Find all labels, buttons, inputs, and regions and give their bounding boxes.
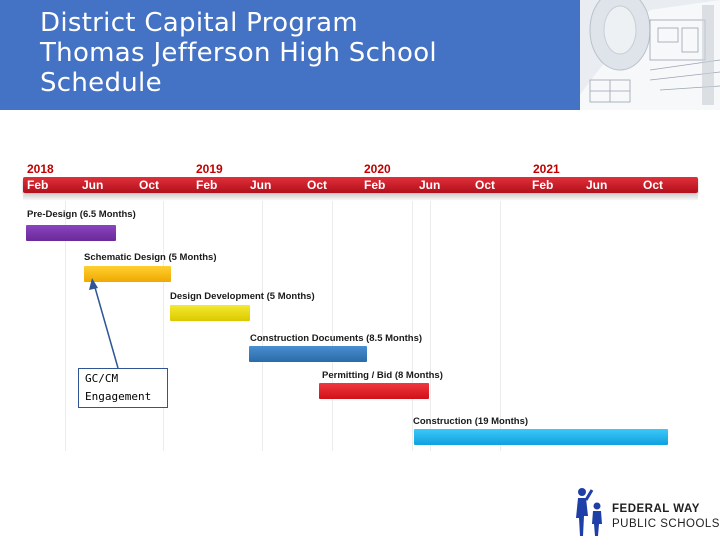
task-bar-design-development bbox=[170, 305, 250, 321]
year-label-2021: 2021 bbox=[533, 162, 560, 176]
federal-way-logo bbox=[570, 486, 720, 538]
gc-cm-engagement-callout bbox=[78, 368, 168, 408]
month-label: Oct bbox=[307, 178, 328, 192]
month-label: Oct bbox=[139, 178, 160, 192]
people-figures-icon bbox=[570, 486, 610, 538]
month-label: Feb bbox=[27, 178, 49, 192]
year-label-2019: 2019 bbox=[196, 162, 223, 176]
blueprint-photo bbox=[580, 0, 720, 110]
title-line-2: Thomas Jefferson High School bbox=[40, 38, 437, 68]
task-label-design-development: Design Development (5 Months) bbox=[170, 291, 315, 302]
task-label-construction-documents: Construction Documents (8.5 Months) bbox=[250, 333, 423, 344]
gridline bbox=[262, 201, 263, 451]
month-label: Jun bbox=[82, 178, 104, 192]
gridline bbox=[412, 201, 413, 451]
gridline bbox=[332, 201, 333, 451]
title-line-1: District Capital Program bbox=[40, 8, 358, 38]
gridline bbox=[430, 201, 431, 451]
gridline bbox=[500, 201, 501, 451]
timeline-shadow bbox=[23, 195, 698, 201]
month-label: Jun bbox=[419, 178, 441, 192]
title-line-3: Schedule bbox=[40, 68, 162, 98]
month-label: Jun bbox=[250, 178, 272, 192]
timeline-month-bar bbox=[23, 177, 698, 193]
task-bar-construction bbox=[414, 429, 668, 445]
callout-line-2: Engagement bbox=[85, 390, 152, 403]
logo-line-2: PUBLIC SCHOOLS bbox=[612, 518, 720, 530]
month-label: Jun bbox=[586, 178, 608, 192]
month-label: Feb bbox=[364, 178, 386, 192]
task-label-construction: Construction (19 Months) bbox=[413, 416, 529, 427]
callout-line-1: GC/CM bbox=[85, 372, 119, 385]
task-bar-pre-design bbox=[26, 225, 116, 241]
task-label-pre-design: Pre-Design (6.5 Months) bbox=[27, 209, 136, 220]
task-label-schematic-design: Schematic Design (5 Months) bbox=[84, 252, 217, 263]
task-bar-permitting-bid bbox=[319, 383, 429, 399]
task-bar-construction-documents bbox=[249, 346, 367, 362]
title-banner bbox=[0, 0, 720, 110]
slide-title bbox=[40, 8, 437, 98]
gridline bbox=[163, 201, 164, 451]
logo-line-1: FEDERAL WAY bbox=[612, 503, 700, 515]
month-label: Feb bbox=[532, 178, 554, 192]
task-bar-schematic-design bbox=[84, 266, 171, 282]
year-label-2020: 2020 bbox=[364, 162, 391, 176]
month-label: Oct bbox=[475, 178, 496, 192]
year-label-2018: 2018 bbox=[27, 162, 54, 176]
month-label: Feb bbox=[196, 178, 218, 192]
task-label-permitting-bid: Permitting / Bid (8 Months) bbox=[322, 370, 443, 381]
month-label: Oct bbox=[643, 178, 664, 192]
